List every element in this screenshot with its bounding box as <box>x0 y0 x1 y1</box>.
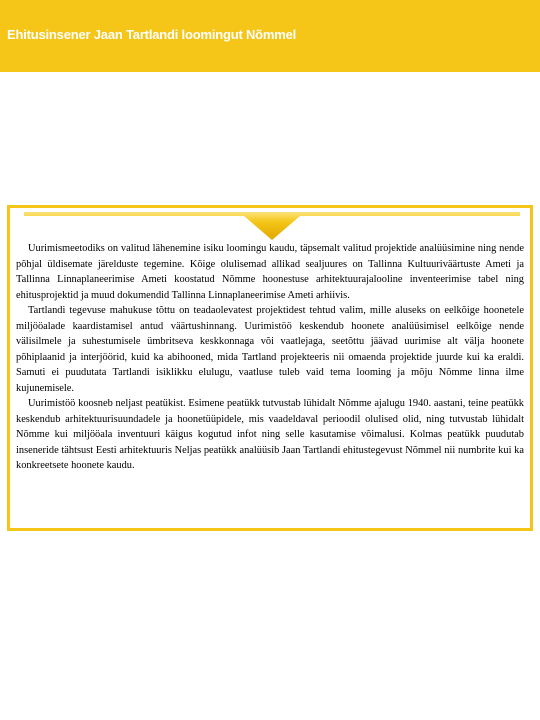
paragraph: Uurimismeetodiks on valitud lähenemine isiku loomingu kaudu, täpsemalt valitud projektide analüüsimine ning nende põhjal üldisemate järelduste tegemine. Kõige olulisemad allikad sealjuures on Tallinna Kultuuriväärtuste Ameti ja Tallinna Linnaplaneerimise Ameti koostatud Nõmme hoonestuse arhitektuurajalooline inventeerimise tabel ning ehitusprojektid ja muud dokumendid Tallinna Linnaplaneerimise Ameti arhiivis. <box>16 243 524 301</box>
header-bar <box>0 0 540 72</box>
paragraph: Tartlandi tegevuse mahukuse tõttu on teadaolevatest projektidest tehtud valim, mille aluseks on eelkõige hoonetele miljööalade kaardistamisel antud väärtushinnang. Uurimistöö keskendub hoonete analüüsimisel eelkõige nende välisilmele ja suhestumisele ümbritseva keskkonnaga või vaatlejaga, seetõttu jäävad uurimise alt välja hoonete põhiplaanid ja interjöörid, kuid ka abihooned, mida Tartland projekteeris nii omaenda projektide juurde kui ka eraldi. Samuti ei puudutata Tartlandi isiklikku elulugu, vaatluse tuleb vaid tema looming ja mõju Nõmme linna ilme kujunemisele. <box>16 305 524 394</box>
arrow-banner <box>24 212 520 240</box>
page-title: Ehitusinsener Jaan Tartlandi loomingut Nõmmel <box>7 27 297 42</box>
content-box <box>7 205 533 531</box>
paragraph: Uurimistöö koosneb neljast peatükist. Esimene peatükk tutvustab lühidalt Nõmme ajalugu 1940. aastani, teine peatükk keskendub arhitektuurisuundadele ja hoonetüüpidele, mis vaadeldaval perioodil olulised olid, ning tutvustab lühidalt Nõmme kui miljööala inventuuri käigus kogutud infot ning selle kasutamise võimalusi. Kolmas peatükk puudutab inseneride tähtsust Eesti arhitektuuris Neljas peatükk analüüsib Jaan Tartlandi ehitustegevust Nõmmel nii numbrite kui ka konkreetsete hoonete kaudu. <box>16 398 524 471</box>
body-text <box>16 241 524 474</box>
